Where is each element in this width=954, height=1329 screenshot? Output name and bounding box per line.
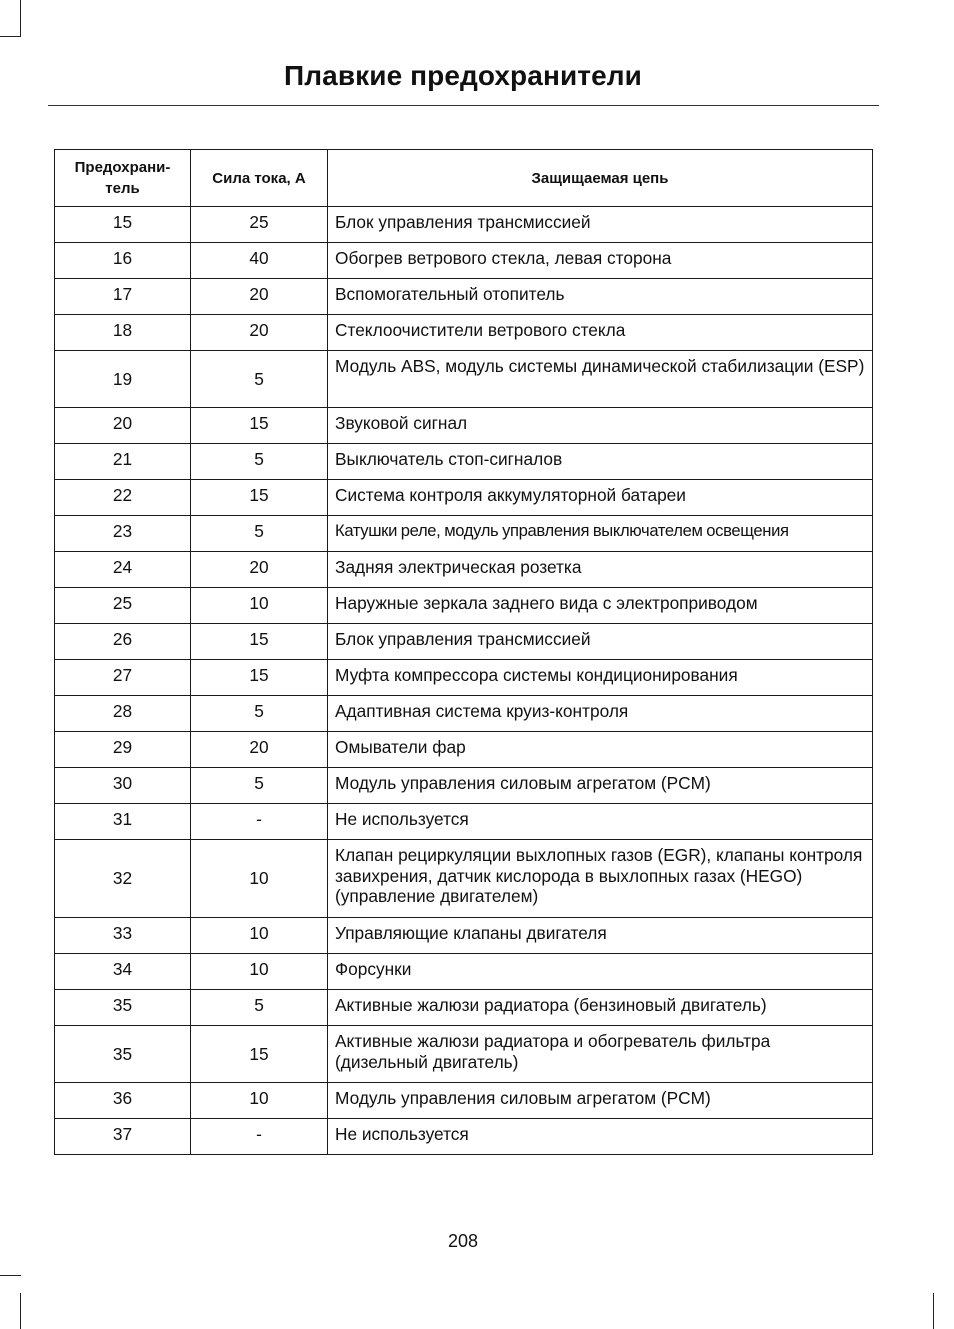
table-row [55, 1026, 873, 1083]
fuse-circuit: Активные жалюзи радиатора (бензиновый двигатель) [328, 990, 873, 1026]
fuse-current: 10 [191, 1083, 328, 1119]
fuse-circuit: Вспомогательный отопитель [328, 279, 873, 315]
fuse-circuit: Блок управления трансмиссией [328, 624, 873, 660]
fuse-number: 23 [55, 516, 191, 552]
page-title: Плавкие предохранители [284, 60, 642, 91]
table-row [55, 588, 873, 624]
fuse-current: - [191, 1119, 328, 1155]
header-current-label: Сила тока, А [212, 169, 306, 187]
table-row [55, 732, 873, 768]
table-row [55, 480, 873, 516]
fuse-number: 30 [55, 768, 191, 804]
fuse-current: 20 [191, 732, 328, 768]
fuse-circuit: Задняя электрическая розетка [328, 552, 873, 588]
fuse-circuit: Модуль управления силовым агрегатом (PCM) [328, 1083, 873, 1119]
fuse-current: 20 [191, 315, 328, 351]
fuse-current: 5 [191, 990, 328, 1026]
fuse-circuit: Клапан рециркуляции выхлопных газов (EGR), клапаны контроля завихрения, датчик кислорода в выхлопных газах (HEGO) (управление двигателем) [328, 840, 873, 918]
fuse-current: 20 [191, 552, 328, 588]
fuse-circuit: Выключатель стоп-сигналов [328, 444, 873, 480]
fuse-circuit: Звуковой сигнал [328, 408, 873, 444]
fuse-number: 36 [55, 1083, 191, 1119]
fuse-circuit: Управляющие клапаны двигателя [328, 918, 873, 954]
fuse-number: 32 [55, 840, 191, 918]
fuse-number: 37 [55, 1119, 191, 1155]
fuse-current: 15 [191, 660, 328, 696]
table-row [55, 207, 873, 243]
header-fuse-label: Предохрани- тель [74, 159, 171, 197]
fuse-current: 10 [191, 954, 328, 990]
fuse-circuit: Омыватели фар [328, 732, 873, 768]
table-row [55, 990, 873, 1026]
fuse-current: 15 [191, 1026, 328, 1083]
table-row [55, 516, 873, 552]
crop-mark [933, 1293, 934, 1329]
table-row [55, 768, 873, 804]
crop-mark [0, 1275, 21, 1276]
fuse-number: 34 [55, 954, 191, 990]
table-row [55, 315, 873, 351]
fuse-number: 22 [55, 480, 191, 516]
header-current [191, 150, 328, 207]
fuse-number: 20 [55, 408, 191, 444]
fuse-number: 17 [55, 279, 191, 315]
fuse-number: 19 [55, 351, 191, 408]
table-row [55, 840, 873, 918]
crop-mark [20, 1293, 21, 1329]
fuse-circuit: Катушки реле, модуль управления выключателем освещения [328, 516, 873, 552]
fuse-number: 35 [55, 990, 191, 1026]
fuse-current: 5 [191, 768, 328, 804]
fuse-current: 15 [191, 408, 328, 444]
table-row [55, 1083, 873, 1119]
crop-mark [20, 0, 21, 36]
fuse-current: 5 [191, 516, 328, 552]
fuse-number: 15 [55, 207, 191, 243]
fuse-circuit: Наружные зеркала заднего вида с электроприводом [328, 588, 873, 624]
fuse-circuit: Блок управления трансмиссией [328, 207, 873, 243]
fuse-number: 27 [55, 660, 191, 696]
fuse-number: 35 [55, 1026, 191, 1083]
fuse-number: 16 [55, 243, 191, 279]
table-row [55, 624, 873, 660]
fuse-number: 25 [55, 588, 191, 624]
header-circuit-label: Защищаемая цепь [531, 169, 669, 187]
fuse-current: 15 [191, 480, 328, 516]
fuse-current: 15 [191, 624, 328, 660]
fuse-current: 10 [191, 918, 328, 954]
fuse-circuit: Муфта компрессора системы кондиционирования [328, 660, 873, 696]
fuse-circuit: Обогрев ветрового стекла, левая сторона [328, 243, 873, 279]
table-row [55, 954, 873, 990]
fuse-current: 10 [191, 588, 328, 624]
fuse-circuit: Форсунки [328, 954, 873, 990]
table-row [55, 243, 873, 279]
fuse-circuit: Не используется [328, 1119, 873, 1155]
fuse-table [54, 149, 873, 1155]
fuse-number: 21 [55, 444, 191, 480]
fuse-number: 24 [55, 552, 191, 588]
fuse-circuit: Активные жалюзи радиатора и обогреватель фильтра (дизельный двигатель) [328, 1026, 873, 1083]
table-row [55, 660, 873, 696]
fuse-circuit: Стеклоочистители ветрового стекла [328, 315, 873, 351]
table-row [55, 1119, 873, 1155]
fuse-current: 10 [191, 840, 328, 918]
fuse-current: 40 [191, 243, 328, 279]
fuse-circuit: Система контроля аккумуляторной батареи [328, 480, 873, 516]
fuse-current: 25 [191, 207, 328, 243]
page-number: 208 [447, 1231, 479, 1251]
fuse-number: 29 [55, 732, 191, 768]
table-row [55, 804, 873, 840]
title-divider [48, 105, 879, 106]
fuse-current: 5 [191, 351, 328, 408]
fuse-number: 18 [55, 315, 191, 351]
table-header-row [55, 150, 873, 207]
fuse-current: 5 [191, 444, 328, 480]
fuse-current: 20 [191, 279, 328, 315]
table-row [55, 351, 873, 408]
header-circuit [328, 150, 873, 207]
table-row [55, 918, 873, 954]
fuse-circuit: Адаптивная система круиз-контроля [328, 696, 873, 732]
fuse-current: - [191, 804, 328, 840]
table-row [55, 696, 873, 732]
fuse-number: 26 [55, 624, 191, 660]
table-row [55, 408, 873, 444]
fuse-current: 5 [191, 696, 328, 732]
fuse-number: 28 [55, 696, 191, 732]
header-fuse [55, 150, 191, 207]
table-row [55, 552, 873, 588]
fuse-circuit: Модуль управления силовым агрегатом (PCM) [328, 768, 873, 804]
table-row [55, 444, 873, 480]
fuse-number: 33 [55, 918, 191, 954]
fuse-circuit: Модуль ABS, модуль системы динамической стабилизации (ESP) [328, 351, 873, 408]
crop-mark [0, 36, 21, 37]
table-row [55, 279, 873, 315]
fuse-number: 31 [55, 804, 191, 840]
fuse-circuit: Не используется [328, 804, 873, 840]
